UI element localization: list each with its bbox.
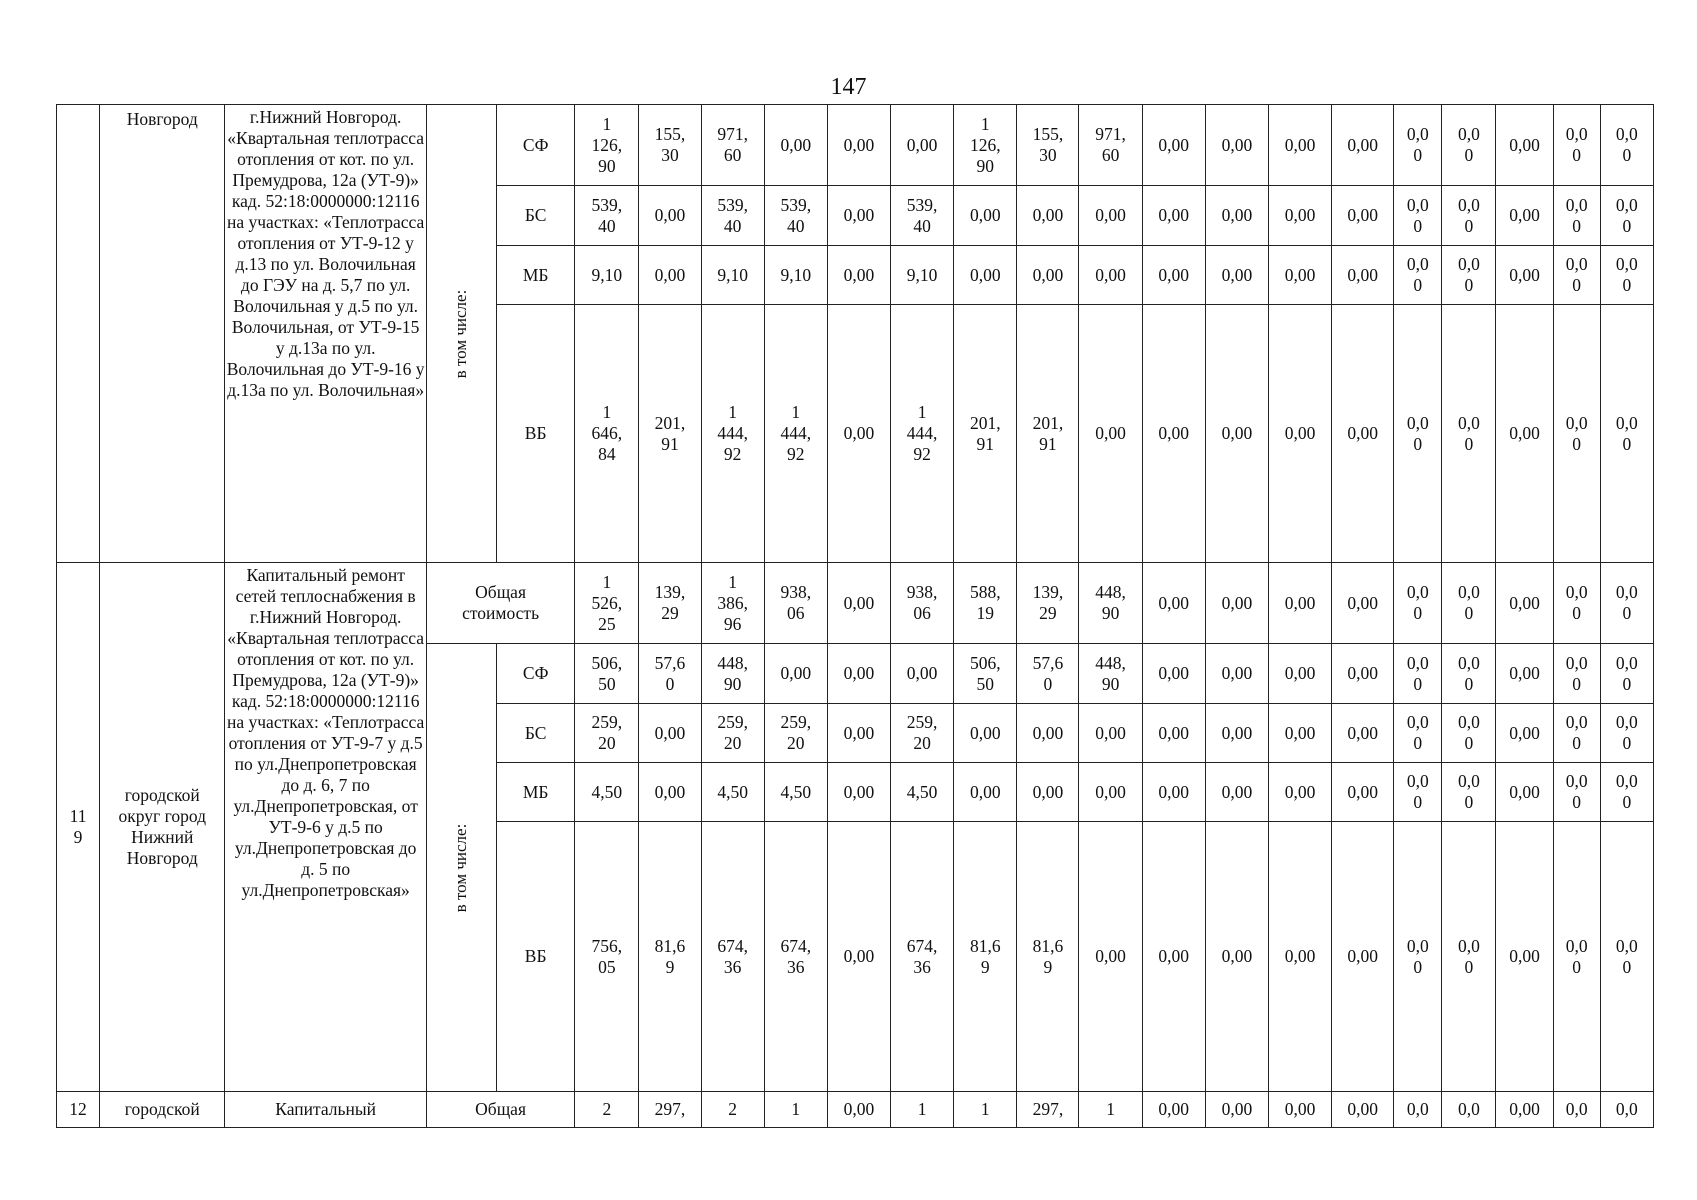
value-cell: 0,00	[1496, 305, 1553, 563]
value-cell: 448, 90	[701, 644, 764, 704]
value-cell: 0,00	[954, 246, 1017, 305]
value-cell: 0,0 0	[1394, 246, 1442, 305]
value-cell: 0,0 0	[1442, 246, 1496, 305]
value-cell: 448, 90	[1079, 644, 1142, 704]
value-cell: 0,00	[1142, 644, 1205, 704]
value-cell: 0,00	[1332, 105, 1394, 186]
value-cell: 0,0 0	[1394, 305, 1442, 563]
object-description: Капитальный	[225, 1092, 427, 1128]
value-cell: 0,00	[1205, 704, 1268, 763]
value-cell: 81,6 9	[639, 822, 701, 1092]
value-cell: 0,00	[827, 305, 890, 563]
value-cell: 0,00	[891, 105, 954, 186]
value-cell: 0,00	[1268, 246, 1331, 305]
value-cell: 1 444, 92	[891, 305, 954, 563]
value-cell: 0,0 0	[1394, 105, 1442, 186]
value-cell: 0,0 0	[1600, 105, 1653, 186]
value-cell: 0,00	[1079, 704, 1142, 763]
value-cell: 0,0 0	[1394, 763, 1442, 822]
source-label: МБ	[497, 246, 575, 305]
value-cell: 0,00	[1205, 305, 1268, 563]
value-cell: 0,00	[827, 1092, 890, 1128]
value-cell: 0,0 0	[1553, 704, 1600, 763]
value-cell: 0,0 0	[1442, 186, 1496, 246]
value-cell: 81,6 9	[1017, 822, 1079, 1092]
value-cell: 0,00	[1079, 822, 1142, 1092]
value-cell: 0,00	[1496, 763, 1553, 822]
value-cell: 0,00	[827, 704, 890, 763]
value-cell: 0,00	[1268, 644, 1331, 704]
value-cell: 0,00	[1496, 105, 1553, 186]
value-cell: 0,00	[827, 105, 890, 186]
value-cell: 0,00	[1017, 186, 1079, 246]
value-cell: 0,00	[1205, 644, 1268, 704]
value-cell: 506, 50	[575, 644, 639, 704]
value-cell: 2	[575, 1092, 639, 1128]
source-label: БС	[497, 704, 575, 763]
source-label: ВБ	[497, 822, 575, 1092]
value-cell: 938, 06	[891, 563, 954, 644]
value-cell: 0,00	[1332, 563, 1394, 644]
value-cell: 0,00	[1142, 563, 1205, 644]
value-cell: 0,00	[639, 704, 701, 763]
value-cell: 0,00	[954, 704, 1017, 763]
value-cell: 0,0 0	[1442, 704, 1496, 763]
value-cell: 9,10	[891, 246, 954, 305]
value-cell: 448, 90	[1079, 563, 1142, 644]
value-cell: 0,00	[1079, 305, 1142, 563]
value-cell: 0,0 0	[1600, 763, 1653, 822]
value-cell: 0,00	[1142, 305, 1205, 563]
value-cell: 2	[701, 1092, 764, 1128]
value-cell: 1 646, 84	[575, 305, 639, 563]
value-cell: 0,00	[1268, 822, 1331, 1092]
value-cell: 0,00	[954, 763, 1017, 822]
value-cell: 9,10	[764, 246, 827, 305]
including-label	[426, 105, 496, 563]
value-cell: 259, 20	[764, 704, 827, 763]
table-body	[57, 105, 1654, 1128]
value-cell: 0,0 0	[1600, 704, 1653, 763]
value-cell: 155, 30	[1017, 105, 1079, 186]
value-cell: 4,50	[575, 763, 639, 822]
value-cell: 0,00	[1332, 822, 1394, 1092]
value-cell: 0,0 0	[1600, 305, 1653, 563]
value-cell: 0,00	[827, 563, 890, 644]
value-cell: 0,00	[1017, 704, 1079, 763]
value-cell: 0,00	[1205, 763, 1268, 822]
including-label-text: в том числе:	[451, 823, 471, 912]
municipality-cell: городской округ город Нижний Новгород	[100, 563, 225, 1092]
value-cell: 0,0 0	[1553, 105, 1600, 186]
value-cell: 0,00	[639, 246, 701, 305]
value-cell: 0,00	[1205, 1092, 1268, 1128]
value-cell: 0,0 0	[1600, 246, 1653, 305]
value-cell: 0,00	[639, 763, 701, 822]
value-cell: 0,00	[1496, 704, 1553, 763]
value-cell: 1	[764, 1092, 827, 1128]
value-cell: 4,50	[891, 763, 954, 822]
value-cell: 0,0 0	[1394, 822, 1442, 1092]
value-cell: 674, 36	[891, 822, 954, 1092]
table-row	[57, 563, 1654, 644]
value-cell: 0,0 0	[1553, 305, 1600, 563]
value-cell: 0,0 0	[1442, 563, 1496, 644]
value-cell: 539, 40	[764, 186, 827, 246]
value-cell: 201, 91	[954, 305, 1017, 563]
value-cell: 0,00	[1268, 186, 1331, 246]
source-label: МБ	[497, 763, 575, 822]
value-cell: 0,0 0	[1442, 763, 1496, 822]
value-cell: 1 444, 92	[764, 305, 827, 563]
value-cell: 1 444, 92	[701, 305, 764, 563]
value-cell: 588, 19	[954, 563, 1017, 644]
value-cell: 0,00	[1268, 305, 1331, 563]
value-cell: 4,50	[764, 763, 827, 822]
value-cell: 0,00	[1079, 246, 1142, 305]
value-cell: 0,0 0	[1553, 644, 1600, 704]
value-cell: 0,00	[1268, 1092, 1331, 1128]
value-cell: 0,0	[1553, 1092, 1600, 1128]
source-label: ВБ	[497, 305, 575, 563]
value-cell: 1 526, 25	[575, 563, 639, 644]
value-cell: 0,00	[1205, 246, 1268, 305]
value-cell: 259, 20	[575, 704, 639, 763]
value-cell: 0,00	[1205, 822, 1268, 1092]
value-cell: 0,00	[1142, 763, 1205, 822]
value-cell: 0,00	[827, 822, 890, 1092]
value-cell: 0,00	[764, 105, 827, 186]
value-cell: 0,00	[1268, 763, 1331, 822]
value-cell: 0,00	[1268, 704, 1331, 763]
value-cell: 0,00	[827, 644, 890, 704]
municipality-cell: городской	[100, 1092, 225, 1128]
value-cell: 674, 36	[701, 822, 764, 1092]
value-cell: 0,00	[1496, 186, 1553, 246]
value-cell: 57,6 0	[1017, 644, 1079, 704]
value-cell: 0,00	[1332, 246, 1394, 305]
value-cell: 506, 50	[954, 644, 1017, 704]
table-row	[57, 105, 1654, 186]
value-cell: 259, 20	[891, 704, 954, 763]
value-cell: 0,00	[1079, 186, 1142, 246]
value-cell: 0,00	[1205, 186, 1268, 246]
value-cell: 0,00	[1332, 763, 1394, 822]
value-cell: 0,00	[1205, 563, 1268, 644]
value-cell: 539, 40	[891, 186, 954, 246]
value-cell: 0,00	[1142, 704, 1205, 763]
value-cell: 81,6 9	[954, 822, 1017, 1092]
value-cell: 539, 40	[575, 186, 639, 246]
value-cell: 0,00	[1142, 822, 1205, 1092]
value-cell: 0,00	[764, 644, 827, 704]
value-cell: 0,00	[1332, 644, 1394, 704]
value-cell: 0,00	[1332, 1092, 1394, 1128]
value-cell: 0,0	[1600, 1092, 1653, 1128]
value-cell: 0,00	[1205, 105, 1268, 186]
value-cell: 0,0 0	[1553, 763, 1600, 822]
value-cell: 0,00	[1017, 246, 1079, 305]
value-cell: 57,6 0	[639, 644, 701, 704]
value-cell: 938, 06	[764, 563, 827, 644]
value-cell: 0,00	[1142, 246, 1205, 305]
value-cell: 0,0 0	[1394, 704, 1442, 763]
value-cell: 0,0 0	[1600, 186, 1653, 246]
value-cell: 259, 20	[701, 704, 764, 763]
value-cell: 0,00	[954, 186, 1017, 246]
value-cell: 0,0 0	[1600, 563, 1653, 644]
value-cell: 0,00	[1332, 186, 1394, 246]
value-cell: 0,0 0	[1553, 246, 1600, 305]
value-cell: 9,10	[701, 246, 764, 305]
value-cell: 1	[891, 1092, 954, 1128]
value-cell: 0,00	[1142, 186, 1205, 246]
value-cell: 0,00	[1017, 763, 1079, 822]
value-cell: 0,00	[639, 186, 701, 246]
value-cell: 4,50	[701, 763, 764, 822]
value-cell: 0,00	[1268, 105, 1331, 186]
value-cell: 201, 91	[1017, 305, 1079, 563]
page-number: 147	[830, 74, 867, 100]
value-cell: 0,00	[1496, 822, 1553, 1092]
row-number-cell	[57, 105, 100, 563]
value-cell: 201, 91	[639, 305, 701, 563]
value-cell: 756, 05	[575, 822, 639, 1092]
value-cell: 0,00	[891, 644, 954, 704]
value-cell: 0,0 0	[1553, 822, 1600, 1092]
value-cell: 539, 40	[701, 186, 764, 246]
value-cell: 0,00	[1142, 105, 1205, 186]
row-number-cell: 12	[57, 1092, 100, 1128]
source-label: БС	[497, 186, 575, 246]
value-cell: 139, 29	[1017, 563, 1079, 644]
municipality-cell: Новгород	[100, 105, 225, 563]
value-cell: 0,00	[827, 763, 890, 822]
value-cell: 971, 60	[701, 105, 764, 186]
value-cell: 0,0 0	[1394, 186, 1442, 246]
value-cell: 0,00	[1079, 763, 1142, 822]
value-cell: 0,0 0	[1600, 822, 1653, 1092]
value-cell: 0,0 0	[1442, 105, 1496, 186]
value-cell: 1	[1079, 1092, 1142, 1128]
value-cell: 9,10	[575, 246, 639, 305]
total-cost-label: Общая	[426, 1092, 574, 1128]
source-label: СФ	[497, 644, 575, 704]
table-row	[57, 1092, 1654, 1128]
value-cell: 0,00	[1332, 305, 1394, 563]
value-cell: 0,0 0	[1553, 186, 1600, 246]
value-cell: 0,00	[1496, 1092, 1553, 1128]
value-cell: 0,0 0	[1442, 644, 1496, 704]
object-description: г.Нижний Новгород. «Квартальная теплотрасса отопления от кот. по ул. Премудрова, 12а (УТ-9)» кад. 52:18:0000000:12116 на участках: «Теплотрасса отопления от УТ-9-12 у д.13 по ул. Волочильная до ГЭУ на д. 5,7 по ул. Волочильная у д.5 по ул. Волочильная, от УТ-9-15 у д.13а по ул. Волочильная до УТ-9-16 у д.13а по ул. Волочильная»	[225, 105, 427, 563]
value-cell: 139, 29	[639, 563, 701, 644]
value-cell: 971, 60	[1079, 105, 1142, 186]
value-cell: 0,00	[1142, 1092, 1205, 1128]
value-cell: 155, 30	[639, 105, 701, 186]
object-description: Капитальный ремонт сетей теплоснабжения в г.Нижний Новгород. «Квартальная теплотрасса отопления от кот. по ул. Премудрова, 12а (УТ-9)» кад. 52:18:0000000:12116 на участках: «Теплотрасса отопления от УТ-9-7 у д.5 по ул.Днепропетровская до д. 6, 7 по ул.Днепропетровская, от УТ-9-6 у д.5 по ул.Днепропетровская до д. 5 по ул.Днепропетровская»	[225, 563, 427, 1092]
value-cell: 1	[954, 1092, 1017, 1128]
value-cell: 1 126, 90	[954, 105, 1017, 186]
value-cell: 297,	[1017, 1092, 1079, 1128]
total-cost-label: Общая стоимость	[426, 563, 574, 644]
including-label-text: в том числе:	[451, 289, 471, 378]
value-cell: 0,00	[1496, 644, 1553, 704]
value-cell: 1 126, 90	[575, 105, 639, 186]
value-cell: 0,0 0	[1600, 644, 1653, 704]
value-cell: 0,0 0	[1553, 563, 1600, 644]
value-cell: 0,00	[827, 186, 890, 246]
value-cell: 0,00	[1496, 246, 1553, 305]
value-cell: 0,0	[1442, 1092, 1496, 1128]
including-label	[426, 644, 496, 1092]
value-cell: 0,00	[827, 246, 890, 305]
capital-repair-table	[56, 104, 1654, 1128]
row-number-cell: 11 9	[57, 563, 100, 1092]
value-cell: 0,0 0	[1442, 822, 1496, 1092]
value-cell: 0,00	[1496, 563, 1553, 644]
value-cell: 1 386, 96	[701, 563, 764, 644]
value-cell: 0,0 0	[1394, 563, 1442, 644]
value-cell: 674, 36	[764, 822, 827, 1092]
value-cell: 0,00	[1332, 704, 1394, 763]
value-cell: 0,0 0	[1394, 644, 1442, 704]
value-cell: 0,0	[1394, 1092, 1442, 1128]
value-cell: 0,00	[1268, 563, 1331, 644]
value-cell: 297,	[639, 1092, 701, 1128]
source-label: СФ	[497, 105, 575, 186]
value-cell: 0,0 0	[1442, 305, 1496, 563]
